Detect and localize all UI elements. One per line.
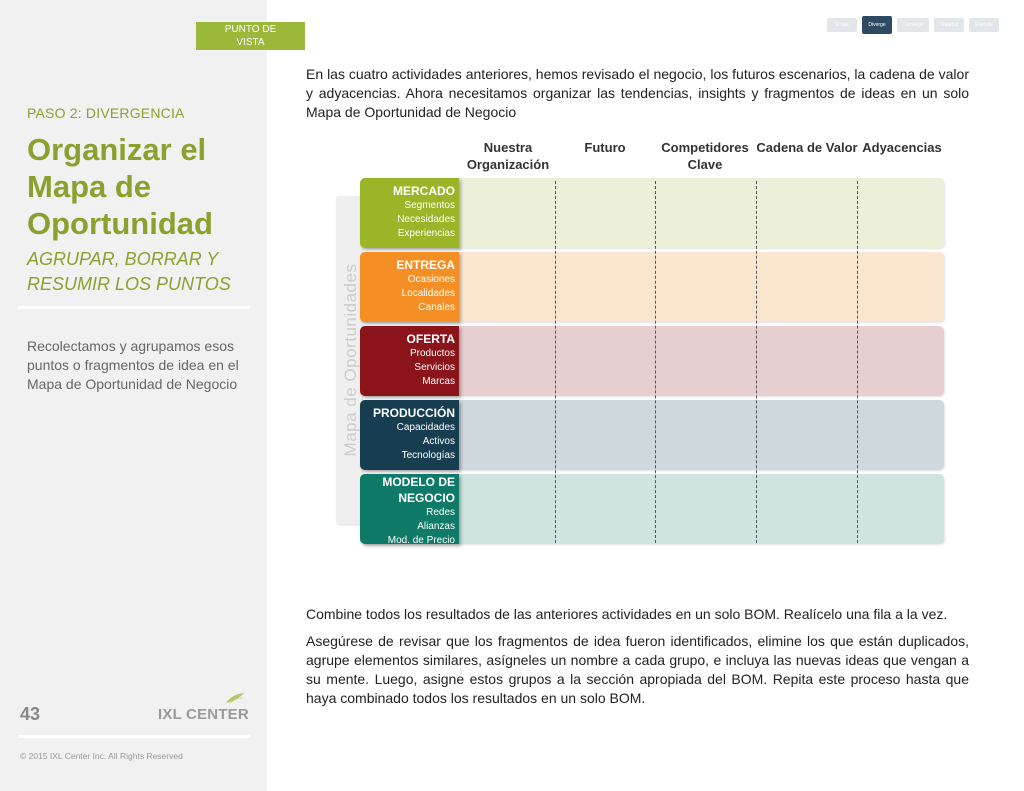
process-nav <box>827 16 999 36</box>
column-header-adyacencias: Adyacencias <box>862 140 942 155</box>
column-header-cadena-valor: Cadena de Valor <box>756 140 858 155</box>
step-label: PASO 2: DIVERGENCIA <box>27 105 185 121</box>
punto-de-vista-tag <box>196 22 305 50</box>
logo-text: IXL CENTER <box>158 706 249 723</box>
column-separator <box>756 181 757 543</box>
instruction-paragraph-1: Combine todos los resultados de las anteriores actividades en un solo BOM. Realícelo una fila a la vez. <box>306 606 948 622</box>
nav-execute-button[interactable]: Execute <box>969 18 999 32</box>
map-vertical-label: Mapa de Oportunidades <box>341 263 360 457</box>
row-label-produccion: PRODUCCIÓN Capacidades Activos Tecnologías <box>360 400 459 470</box>
sidebar <box>0 0 267 791</box>
nav-diverge-button[interactable]: Diverge <box>862 16 892 34</box>
row-label-mercado: MERCADO Segmentos Necesidades Experiencias <box>360 178 459 248</box>
column-separator <box>857 181 858 543</box>
column-header-futuro: Futuro <box>584 140 626 155</box>
row-label-oferta: OFERTA Productos Servicios Marcas <box>360 326 459 396</box>
nav-scope-button[interactable]: Scope <box>827 18 857 32</box>
row-label-modelo-negocio: MODELO DE NEGOCIO Redes Alianzas Mod. de Precio <box>360 474 459 544</box>
sidebar-description: Recolectamos y agrupamos esos puntos o fragmentos de idea en el Mapa de Oportunidad de Negocio <box>27 338 239 392</box>
page-number: 43 <box>20 704 41 724</box>
row-label-entrega: ENTREGA Ocasiones Localidades Canales <box>360 252 459 322</box>
ixl-logo <box>158 692 253 726</box>
tag-line-1: PUNTO DE <box>224 24 277 35</box>
leaf-icon <box>224 692 246 704</box>
page-subtitle: AGRUPAR, BORRAR Y RESUMIR LOS PUNTOS <box>27 249 231 294</box>
tag-line-2: VISTA <box>236 37 265 48</box>
divider <box>18 306 250 309</box>
column-separator <box>655 181 656 543</box>
nav-shortcut-button[interactable]: Shortcut <box>934 18 964 32</box>
nav-converge-button[interactable]: Converge <box>897 18 929 32</box>
page-title: Organizar el Mapa de Oportunidad <box>27 132 213 241</box>
copyright: © 2015 IXL Center Inc. All Rights Reserved <box>20 751 183 761</box>
intro-text: En las cuatro actividades anteriores, hemos revisado el negocio, los futuros escenarios, la cadena de valor y adyacencias. Ahora necesitamos organizar las tendencias, insights y fragmentos de ideas en un solo Mapa de Oportunidad de Negocio <box>306 66 969 120</box>
divider <box>18 735 250 738</box>
column-header-organizacion: Nuestra Organización <box>466 140 550 172</box>
column-header-competidores: Competidores Clave <box>661 140 749 172</box>
instruction-paragraph-2: Asegúrese de revisar que los fragmentos de idea fueron identificados, elimine los que están duplicados, agrupe elementos similares, asígneles un nombre a cada grupo, e incluya las nuevas ideas que vengan a su mente. Luego, asigne estos grupos a la sección apropiada del BOM. Repita este proceso hasta que haya combinado todos los resultados en un solo BOM. <box>306 633 969 706</box>
column-separator <box>555 181 556 543</box>
